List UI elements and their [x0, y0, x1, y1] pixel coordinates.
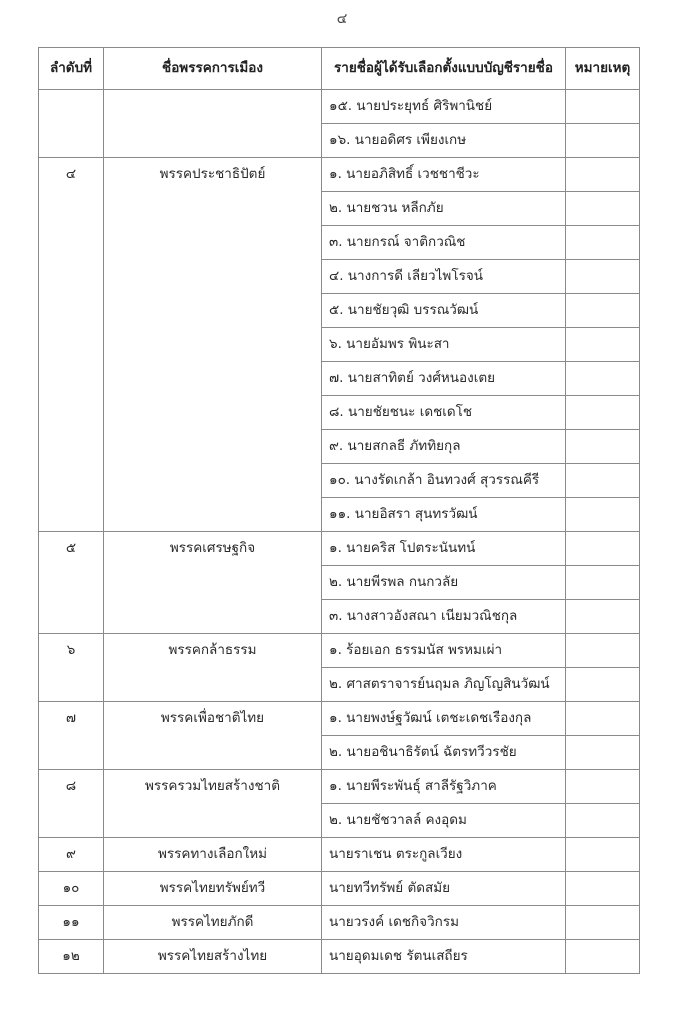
- table-row: [39, 158, 640, 192]
- party-name: พรรคกล้าธรรม: [104, 634, 322, 702]
- party-order: ๔: [39, 158, 104, 532]
- candidate-name: ๑๐. นางรัดเกล้า อินทวงศ์ สุวรรณคีรี: [322, 464, 566, 498]
- remarks-cell: [566, 362, 640, 396]
- candidate-name: ๓. นางสาวอังสณา เนียมวณิชกุล: [322, 600, 566, 634]
- remarks-cell: [566, 124, 640, 158]
- remarks-cell: [566, 668, 640, 702]
- candidate-name: ๗. นายสาทิตย์ วงศ์หนองเตย: [322, 362, 566, 396]
- table-row: [39, 770, 640, 804]
- table-row: [39, 940, 640, 974]
- candidate-name: ๔. นางการดี เลียวไพโรจน์: [322, 260, 566, 294]
- party-order: ๘: [39, 770, 104, 838]
- candidate-name: นายอุดมเดช รัตนเสถียร: [322, 940, 566, 974]
- remarks-cell: [566, 736, 640, 770]
- table-row: [39, 872, 640, 906]
- remarks-cell: [566, 532, 640, 566]
- candidate-name: ๙. นายสกลธี ภัททิยกุล: [322, 430, 566, 464]
- candidate-name: ๒. นายชวน หลีกภัย: [322, 192, 566, 226]
- remarks-cell: [566, 940, 640, 974]
- party-name: พรรคไทยสร้างไทย: [104, 940, 322, 974]
- candidate-name: นายวรงค์ เดชกิจวิกรม: [322, 906, 566, 940]
- remarks-cell: [566, 90, 640, 124]
- table-row: [39, 532, 640, 566]
- party-order: ๗: [39, 702, 104, 770]
- header-remarks: หมายเหตุ: [566, 48, 640, 90]
- party-name: พรรคไทยทรัพย์ทวี: [104, 872, 322, 906]
- remarks-cell: [566, 770, 640, 804]
- remarks-cell: [566, 634, 640, 668]
- remarks-cell: [566, 260, 640, 294]
- header-order: ลำดับที่: [39, 48, 104, 90]
- party-name: [104, 90, 322, 158]
- remarks-cell: [566, 702, 640, 736]
- candidate-name: ๒. นายชัชวาลล์ คงอุดม: [322, 804, 566, 838]
- remarks-cell: [566, 906, 640, 940]
- candidate-name: ๑๕. นายประยุทธ์ ศิริพานิชย์: [322, 90, 566, 124]
- party-name: พรรคทางเลือกใหม่: [104, 838, 322, 872]
- candidate-name: ๑. นายอภิสิทธิ์ เวชชาชีวะ: [322, 158, 566, 192]
- party-name: พรรคประชาธิปัตย์: [104, 158, 322, 532]
- candidate-name: ๑๖. นายอดิศร เพียงเกษ: [322, 124, 566, 158]
- table-body: [39, 90, 640, 974]
- candidate-name: ๑. นายพีระพันธุ์ สาลีรัฐวิภาค: [322, 770, 566, 804]
- candidate-name: ๑. ร้อยเอก ธรรมนัส พรหมเผ่า: [322, 634, 566, 668]
- candidate-name: ๖. นายอัมพร พินะสา: [322, 328, 566, 362]
- remarks-cell: [566, 600, 640, 634]
- remarks-cell: [566, 804, 640, 838]
- table-row: [39, 634, 640, 668]
- party-name: พรรคเศรษฐกิจ: [104, 532, 322, 634]
- candidate-name: ๒. ศาสตราจารย์นฤมล ภิญโญสินวัฒน์: [322, 668, 566, 702]
- remarks-cell: [566, 294, 640, 328]
- candidate-name: ๕. นายชัยวุฒิ บรรณวัฒน์: [322, 294, 566, 328]
- party-list-table: [38, 47, 640, 974]
- table-row: [39, 838, 640, 872]
- candidate-name: ๒. นายอชินาธิรัตน์ ฉัตรทวีวรชัย: [322, 736, 566, 770]
- table-header-row: [39, 48, 640, 90]
- party-order: ๖: [39, 634, 104, 702]
- party-name: พรรครวมไทยสร้างชาติ: [104, 770, 322, 838]
- page-number: ๔: [336, 11, 348, 27]
- remarks-cell: [566, 464, 640, 498]
- candidate-name: นายราเชน ตระกูลเวียง: [322, 838, 566, 872]
- candidate-name: ๑. นายคริส โปตระนันทน์: [322, 532, 566, 566]
- remarks-cell: [566, 158, 640, 192]
- party-order: ๑๒: [39, 940, 104, 974]
- remarks-cell: [566, 328, 640, 362]
- header-candidates: รายชื่อผู้ได้รับเลือกตั้งแบบบัญชีรายชื่อ: [322, 48, 566, 90]
- party-order: [39, 90, 104, 158]
- remarks-cell: [566, 566, 640, 600]
- candidate-name: ๘. นายชัยชนะ เดชเดโช: [322, 396, 566, 430]
- candidate-name: ๓. นายกรณ์ จาติกวณิช: [322, 226, 566, 260]
- party-name: พรรคไทยภักดี: [104, 906, 322, 940]
- party-order: ๑๑: [39, 906, 104, 940]
- table-row: [39, 702, 640, 736]
- remarks-cell: [566, 192, 640, 226]
- party-order: ๕: [39, 532, 104, 634]
- candidate-name: ๒. นายพีรพล กนกวลัย: [322, 566, 566, 600]
- candidate-name: ๑๑. นายอิสรา สุนทรวัฒน์: [322, 498, 566, 532]
- remarks-cell: [566, 396, 640, 430]
- remarks-cell: [566, 498, 640, 532]
- remarks-cell: [566, 872, 640, 906]
- remarks-cell: [566, 226, 640, 260]
- header-party: ชื่อพรรคการเมือง: [104, 48, 322, 90]
- remarks-cell: [566, 838, 640, 872]
- party-order: ๙: [39, 838, 104, 872]
- table-row: [39, 90, 640, 124]
- table-row: [39, 906, 640, 940]
- party-order: ๑๐: [39, 872, 104, 906]
- candidate-name: นายทวีทรัพย์ ตัดสมัย: [322, 872, 566, 906]
- candidate-name: ๑. นายพงษ์ฐวัฒน์ เตชะเดชเรืองกุล: [322, 702, 566, 736]
- party-name: พรรคเพื่อชาติไทย: [104, 702, 322, 770]
- remarks-cell: [566, 430, 640, 464]
